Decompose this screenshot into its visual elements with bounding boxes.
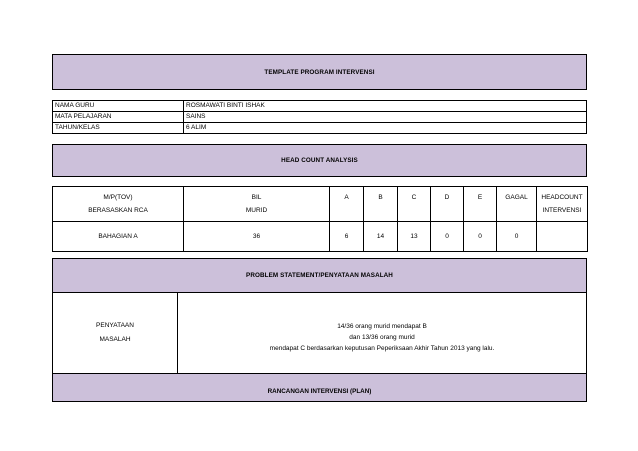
headcount-table <box>52 186 588 252</box>
info-row <box>53 123 587 134</box>
headcount-header-text: BERASASKAN RCA <box>88 207 148 214</box>
headcount-header-text: A <box>344 194 349 201</box>
plan-title: RANCANGAN INTERVENSI (PLAN) <box>267 388 372 395</box>
headcount-header-text: GAGAL <box>505 194 528 201</box>
headcount-header-cell <box>431 187 464 222</box>
problem-label-cell <box>52 293 178 374</box>
problem-text-line: dan 13/36 orang murid <box>349 333 415 341</box>
problem-label-line: PENYATAAN <box>96 322 134 329</box>
headcount-data-cell: 0 <box>497 222 537 252</box>
info-label: NAMA GURU <box>53 101 184 112</box>
info-row <box>53 101 587 112</box>
info-value: ROSMAWATI BINTI ISHAK <box>184 101 587 112</box>
problem-label-line: MASALAH <box>99 336 131 343</box>
headcount-data-cell <box>537 222 588 252</box>
problem-title-band <box>52 258 587 293</box>
headcount-header-cell <box>497 187 537 222</box>
headcount-header-text: C <box>411 194 417 201</box>
headcount-data-cell: BAHAGIAN A <box>53 222 184 252</box>
headcount-header-cell <box>464 187 497 222</box>
headcount-data-cell: 0 <box>431 222 464 252</box>
headcount-title-band <box>52 144 587 177</box>
headcount-header-cell <box>537 187 588 222</box>
plan-title-band <box>52 374 587 402</box>
headcount-data-row <box>53 222 588 252</box>
info-value: SAINS <box>184 112 587 123</box>
info-value: 6 ALIM <box>184 123 587 134</box>
headcount-header-cell <box>330 187 364 222</box>
headcount-header-cell <box>364 187 398 222</box>
info-row <box>53 112 587 123</box>
headcount-header-cell <box>53 187 184 222</box>
headcount-data-cell: 13 <box>398 222 431 252</box>
headcount-header-cell <box>398 187 431 222</box>
headcount-header-cell <box>184 187 330 222</box>
headcount-data-cell: 14 <box>364 222 398 252</box>
template-title: TEMPLATE PROGRAM INTERVENSI <box>264 68 375 76</box>
headcount-header-text: INTERVENSI <box>542 207 582 214</box>
teacher-info-table <box>52 100 587 134</box>
headcount-header-row <box>53 187 588 222</box>
info-label: MATA PELAJARAN <box>53 112 184 123</box>
headcount-title: HEAD COUNT ANALYSIS <box>281 157 358 164</box>
headcount-data-cell: 6 <box>330 222 364 252</box>
headcount-header-text: B <box>378 194 383 201</box>
headcount-header-text: D <box>444 194 450 201</box>
info-label: TAHUN/KELAS <box>53 123 184 134</box>
headcount-data-cell: 0 <box>464 222 497 252</box>
headcount-header-text: BIL <box>251 194 262 201</box>
problem-text-cell <box>178 293 587 374</box>
problem-text-line: mendapat C berdasarkan keputusan Peperiksaan Akhir Tahun 2013 yang lalu. <box>269 344 495 352</box>
problem-text-line: 14/36 orang murid mendapat B <box>337 322 427 330</box>
problem-title: PROBLEM STATEMENT/PENYATAAN MASALAH <box>246 272 393 279</box>
template-title-band <box>52 54 587 90</box>
headcount-data-cell: 36 <box>184 222 330 252</box>
headcount-header-text: MURID <box>245 207 268 214</box>
headcount-header-text: HEADCOUNT <box>541 194 583 201</box>
headcount-header-text: E <box>477 194 483 201</box>
headcount-header-text: M/P(TOV) <box>103 194 133 201</box>
